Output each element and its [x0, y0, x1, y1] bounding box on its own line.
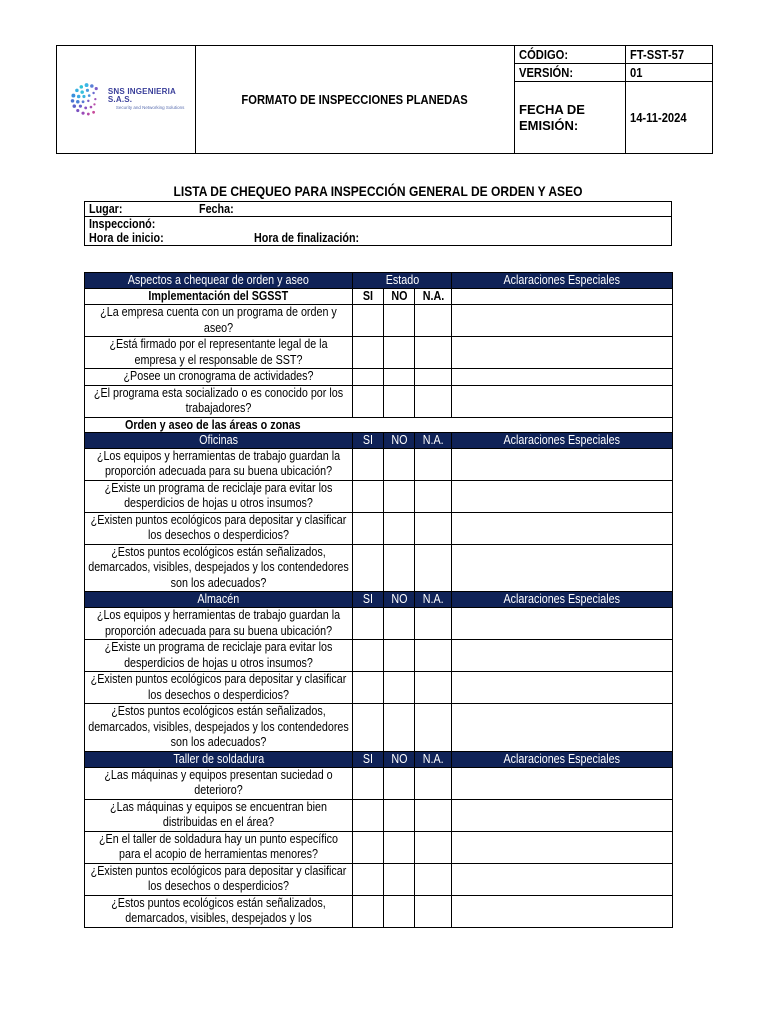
na-cell[interactable] — [415, 480, 452, 512]
aclaraciones-header: Aclaraciones Especiales — [452, 273, 673, 289]
na-cell[interactable] — [415, 369, 452, 386]
checklist-row — [85, 799, 673, 831]
no-cell[interactable] — [384, 337, 415, 369]
checklist-row — [85, 672, 673, 704]
si-cell[interactable] — [353, 305, 384, 337]
aclaraciones-cell[interactable] — [452, 704, 673, 752]
checklist-row — [85, 895, 673, 927]
inspecciono-label: Inspeccionó: — [89, 217, 156, 231]
na-header: N.A. — [415, 432, 452, 448]
logo-cell — [57, 46, 196, 154]
no-cell[interactable] — [384, 767, 415, 799]
si-cell[interactable] — [353, 512, 384, 544]
no-header: NO — [384, 592, 415, 608]
si-cell[interactable] — [353, 369, 384, 386]
aclaraciones-header: Aclaraciones Especiales — [452, 751, 673, 767]
si-header: SI — [353, 592, 384, 608]
company-name: SNS INGENIERIA S.A.S. — [107, 87, 176, 105]
question-text: ¿Posee un cronograma de actividades? — [85, 369, 353, 386]
checklist-row — [85, 512, 673, 544]
na-cell[interactable] — [415, 704, 452, 752]
na-cell[interactable] — [415, 767, 452, 799]
question-text: ¿Los equipos y herramientas de trabajo guardan la proporción adecuada para su buena ubicación? — [85, 608, 353, 640]
na-cell[interactable] — [415, 337, 452, 369]
section-header-row — [85, 751, 673, 767]
na-cell[interactable] — [415, 831, 452, 863]
lugar-label: Lugar: — [89, 202, 123, 216]
checklist-row — [85, 767, 673, 799]
section-header-row — [85, 432, 673, 448]
si-header: SI — [353, 432, 384, 448]
si-cell[interactable] — [353, 608, 384, 640]
aclaraciones-cell[interactable] — [452, 544, 673, 592]
aclaraciones-cell[interactable] — [452, 672, 673, 704]
aclaraciones-cell[interactable] — [452, 369, 673, 386]
na-cell[interactable] — [415, 863, 452, 895]
na-cell[interactable] — [415, 608, 452, 640]
aclaraciones-cell[interactable] — [452, 448, 673, 480]
question-text: ¿Existen puntos ecológicos para depositar y clasificar los desechos o desperdicios? — [85, 512, 353, 544]
question-text: ¿Estos puntos ecológicos están señalizados, demarcados, visibles, despejados y los — [85, 895, 353, 927]
aclaraciones-cell[interactable] — [452, 305, 673, 337]
question-text: ¿En el taller de soldadura hay un punto específico para el acopio de herramientas menores? — [85, 831, 353, 863]
no-cell[interactable] — [384, 512, 415, 544]
dots-logo-icon — [69, 79, 106, 121]
section-name: Taller de soldadura — [85, 751, 353, 767]
fecha-emision-value: 14-11-2024 — [626, 82, 713, 154]
estado-header: Estado — [353, 273, 452, 289]
checklist-row — [85, 305, 673, 337]
company-logo — [69, 79, 191, 121]
section-name: Oficinas — [85, 432, 353, 448]
document-header — [56, 45, 713, 154]
checklist-row — [85, 480, 673, 512]
na-header: N.A. — [415, 592, 452, 608]
checklist-table — [84, 272, 673, 928]
si-header: SI — [353, 751, 384, 767]
si-cell[interactable] — [353, 448, 384, 480]
checklist-row — [85, 608, 673, 640]
no-cell[interactable] — [384, 448, 415, 480]
si-cell[interactable] — [353, 895, 384, 927]
aclaraciones-header: Aclaraciones Especiales — [452, 592, 673, 608]
section-name: Aspectos a chequear de orden y aseo — [85, 273, 353, 289]
no-cell[interactable] — [384, 640, 415, 672]
fecha-emision-label: FECHA DE EMISIÓN: — [515, 82, 626, 154]
aclaraciones-cell[interactable] — [452, 512, 673, 544]
question-text: ¿Existe un programa de reciclaje para evitar los desperdicios de hojas u otros insumos? — [85, 640, 353, 672]
si-cell[interactable] — [353, 480, 384, 512]
question-text: ¿Los equipos y herramientas de trabajo guardan la proporción adecuada para su buena ubicación? — [85, 448, 353, 480]
si-cell[interactable] — [353, 640, 384, 672]
aclaraciones-cell[interactable] — [452, 831, 673, 863]
question-text: ¿La empresa cuenta con un programa de orden y aseo? — [85, 305, 353, 337]
aclaraciones-cell[interactable] — [452, 895, 673, 927]
no-cell[interactable] — [384, 704, 415, 752]
checklist-row — [85, 640, 673, 672]
no-cell[interactable] — [384, 672, 415, 704]
question-text: ¿Estos puntos ecológicos están señalizados, demarcados, visibles, despejados y los contendedores son los adecuados? — [85, 704, 353, 752]
si-cell[interactable] — [353, 704, 384, 752]
no-header: NO — [384, 289, 415, 305]
si-cell[interactable] — [353, 385, 384, 417]
si-cell[interactable] — [353, 799, 384, 831]
si-cell[interactable] — [353, 831, 384, 863]
na-header: N.A. — [415, 289, 452, 305]
na-cell[interactable] — [415, 305, 452, 337]
no-header: NO — [384, 432, 415, 448]
question-text: ¿Las máquinas y equipos presentan suciedad o deterioro? — [85, 767, 353, 799]
company-tagline: Security and Networking Solutions — [115, 105, 185, 111]
version-label: VERSIÓN: — [515, 64, 626, 82]
si-cell[interactable] — [353, 337, 384, 369]
no-header: NO — [384, 751, 415, 767]
na-cell[interactable] — [415, 895, 452, 927]
na-cell[interactable] — [415, 799, 452, 831]
na-cell[interactable] — [415, 544, 452, 592]
aclaraciones-cell[interactable] — [452, 863, 673, 895]
si-cell[interactable] — [353, 863, 384, 895]
aclaraciones-cell[interactable] — [452, 640, 673, 672]
checklist-title: LISTA DE CHEQUEO PARA INSPECCIÓN GENERAL DE ORDEN Y ASEO — [173, 183, 583, 199]
aclaraciones-cell[interactable] — [452, 767, 673, 799]
codigo-value: FT-SST-57 — [626, 46, 713, 64]
question-text: ¿El programa esta socializado o es conocido por los trabajadores? — [85, 385, 353, 417]
section-name: Almacén — [85, 592, 353, 608]
si-cell[interactable] — [353, 672, 384, 704]
no-cell[interactable] — [384, 799, 415, 831]
checklist-row — [85, 337, 673, 369]
question-text: ¿Existen puntos ecológicos para depositar y clasificar los desechos o desperdicios? — [85, 672, 353, 704]
si-header: SI — [353, 289, 384, 305]
question-text: ¿Está firmado por el representante legal de la empresa y el responsable de SST? — [85, 337, 353, 369]
document-title: FORMATO DE INSPECCIONES PLANEDAS — [196, 46, 515, 154]
no-cell[interactable] — [384, 385, 415, 417]
hora-fin-label: Hora de finalización: — [254, 231, 360, 245]
na-cell[interactable] — [415, 672, 452, 704]
question-text: ¿Estos puntos ecológicos están señalizados, demarcados, visibles, despejados y los contendedores son los adecuados? — [85, 544, 353, 592]
na-cell[interactable] — [415, 512, 452, 544]
aclaraciones-cell — [452, 289, 673, 305]
sgsst-header-row — [85, 289, 673, 305]
hora-inicio-label: Hora de inicio: — [89, 231, 164, 245]
aclaraciones-cell[interactable] — [452, 480, 673, 512]
no-cell[interactable] — [384, 305, 415, 337]
checklist-row — [85, 831, 673, 863]
horas-row — [85, 231, 672, 246]
checklist-row — [85, 704, 673, 752]
sgsst-title: Implementación del SGSST — [85, 289, 353, 305]
aclaraciones-cell[interactable] — [452, 385, 673, 417]
codigo-label: CÓDIGO: — [515, 46, 626, 64]
aclaraciones-cell[interactable] — [452, 337, 673, 369]
inspecciono-row — [85, 217, 672, 232]
no-cell[interactable] — [384, 895, 415, 927]
na-cell[interactable] — [415, 448, 452, 480]
aclaraciones-cell[interactable] — [452, 799, 673, 831]
question-text: ¿Existe un programa de reciclaje para evitar los desperdicios de hojas u otros insumos? — [85, 480, 353, 512]
no-cell[interactable] — [384, 369, 415, 386]
checklist-row — [85, 863, 673, 895]
si-cell[interactable] — [353, 544, 384, 592]
no-cell[interactable] — [384, 863, 415, 895]
checklist-row — [85, 369, 673, 386]
no-cell[interactable] — [384, 544, 415, 592]
checklist-row — [85, 385, 673, 417]
areas-title: Orden y aseo de las áreas o zonas — [85, 417, 673, 432]
na-header: N.A. — [415, 751, 452, 767]
checklist-row — [85, 448, 673, 480]
question-text: ¿Existen puntos ecológicos para depositar y clasificar los desechos o desperdicios? — [85, 863, 353, 895]
no-cell[interactable] — [384, 831, 415, 863]
aclaraciones-cell[interactable] — [452, 608, 673, 640]
checklist-row — [85, 544, 673, 592]
aclaraciones-header: Aclaraciones Especiales — [452, 432, 673, 448]
na-cell[interactable] — [415, 385, 452, 417]
question-text: ¿Las máquinas y equipos se encuentran bien distribuidas en el área? — [85, 799, 353, 831]
section-header-row — [85, 592, 673, 608]
na-cell[interactable] — [415, 640, 452, 672]
lugar-fecha-row — [85, 202, 672, 217]
areas-title-row — [85, 417, 673, 432]
version-value: 01 — [626, 64, 713, 82]
main-header-row — [85, 273, 673, 289]
si-cell[interactable] — [353, 767, 384, 799]
fecha-label: Fecha: — [199, 202, 234, 216]
no-cell[interactable] — [384, 608, 415, 640]
inspection-info — [84, 201, 672, 246]
no-cell[interactable] — [384, 480, 415, 512]
